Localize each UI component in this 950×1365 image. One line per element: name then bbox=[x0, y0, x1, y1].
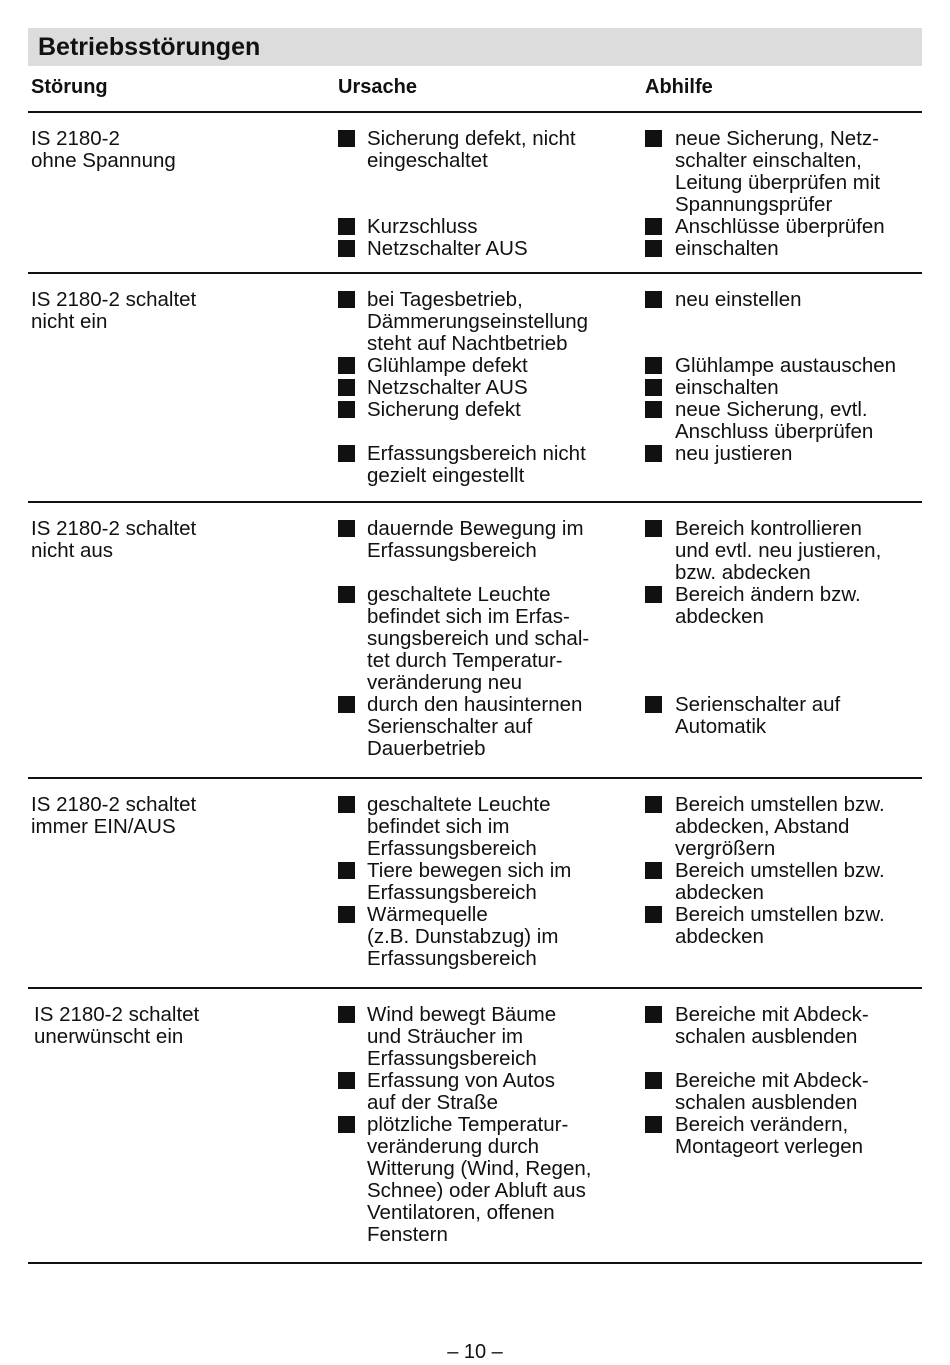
bullet-square-icon bbox=[338, 586, 355, 603]
abhilfe-text: vergrößern bbox=[675, 837, 776, 860]
section-title: Betriebsstörungen bbox=[38, 33, 261, 61]
ursache-text: auf der Straße bbox=[367, 1091, 499, 1114]
bullet-square-icon bbox=[645, 130, 662, 147]
abhilfe-text: einschalten bbox=[675, 237, 779, 260]
column-header-abhilfe: Abhilfe bbox=[645, 76, 713, 98]
row-divider bbox=[28, 1262, 922, 1264]
stoerung-text: IS 2180-2 schaltet bbox=[31, 793, 197, 816]
ursache-text: befindet sich im bbox=[367, 815, 510, 838]
ursache-text: eingeschaltet bbox=[367, 149, 488, 172]
bullet-square-icon bbox=[338, 862, 355, 879]
stoerung-text: ohne Spannung bbox=[31, 149, 176, 172]
stoerung-text: nicht ein bbox=[31, 310, 108, 333]
bullet-square-icon bbox=[338, 240, 355, 257]
ursache-text: Erfassung von Autos bbox=[367, 1069, 556, 1092]
abhilfe-text: Bereiche mit Abdeck- bbox=[675, 1069, 869, 1092]
abhilfe-text: Automatik bbox=[675, 715, 767, 738]
bullet-square-icon bbox=[645, 862, 662, 879]
ursache-text: plötzliche Temperatur- bbox=[367, 1113, 569, 1136]
abhilfe-text: Bereich verändern, bbox=[675, 1113, 849, 1136]
ursache-text: Kurzschluss bbox=[367, 215, 478, 238]
abhilfe-text: Spannungsprüfer bbox=[675, 193, 833, 216]
bullet-square-icon bbox=[338, 357, 355, 374]
ursache-text: Fenstern bbox=[367, 1223, 448, 1246]
bullet-square-icon bbox=[338, 218, 355, 235]
abhilfe-text: Glühlampe austauschen bbox=[675, 354, 897, 377]
bullet-square-icon bbox=[338, 1006, 355, 1023]
bullet-square-icon bbox=[645, 1072, 662, 1089]
bullet-square-icon bbox=[338, 520, 355, 537]
ursache-text: veränderung durch bbox=[367, 1135, 540, 1158]
abhilfe-text: Bereich ändern bzw. bbox=[675, 583, 861, 606]
ursache-text: Erfassungsbereich bbox=[367, 947, 537, 970]
abhilfe-text: Leitung überprüfen mit bbox=[675, 171, 881, 194]
row-divider bbox=[28, 987, 922, 989]
abhilfe-text: Bereich umstellen bzw. bbox=[675, 793, 885, 816]
ursache-text: Schnee) oder Abluft aus bbox=[367, 1179, 586, 1202]
ursache-text: Netzschalter AUS bbox=[367, 237, 528, 260]
bullet-square-icon bbox=[645, 401, 662, 418]
abhilfe-text: einschalten bbox=[675, 376, 779, 399]
bullet-square-icon bbox=[645, 696, 662, 713]
ursache-text: gezielt eingestellt bbox=[367, 464, 525, 487]
abhilfe-text: Montageort verlegen bbox=[675, 1135, 864, 1158]
abhilfe-text: neu einstellen bbox=[675, 288, 802, 311]
row-divider bbox=[28, 111, 922, 113]
ursache-text: Erfassungsbereich bbox=[367, 881, 537, 904]
ursache-text: Erfassungsbereich bbox=[367, 1047, 537, 1070]
stoerung-text: IS 2180-2 bbox=[31, 127, 120, 150]
bullet-square-icon bbox=[645, 520, 662, 537]
ursache-text: (z.B. Dunstabzug) im bbox=[367, 925, 559, 948]
ursache-text: Ventilatoren, offenen bbox=[367, 1201, 555, 1224]
abhilfe-text: Anschlüsse überprüfen bbox=[675, 215, 885, 238]
stoerung-text: IS 2180-2 schaltet bbox=[34, 1003, 200, 1026]
abhilfe-text: schalen ausblenden bbox=[675, 1091, 858, 1114]
ursache-text: steht auf Nachtbetrieb bbox=[367, 332, 568, 355]
abhilfe-text: Bereiche mit Abdeck- bbox=[675, 1003, 869, 1026]
ursache-text: befindet sich im Erfas- bbox=[367, 605, 570, 628]
row-divider bbox=[28, 777, 922, 779]
bullet-square-icon bbox=[338, 796, 355, 813]
stoerung-text: IS 2180-2 schaltet bbox=[31, 288, 197, 311]
abhilfe-text: abdecken bbox=[675, 605, 764, 628]
ursache-text: Sicherung defekt bbox=[367, 398, 521, 421]
stoerung-text: IS 2180-2 schaltet bbox=[31, 517, 197, 540]
abhilfe-text: Bereich umstellen bzw. bbox=[675, 903, 885, 926]
abhilfe-text: Serienschalter auf bbox=[675, 693, 841, 716]
stoerung-text: unerwünscht ein bbox=[34, 1025, 184, 1048]
abhilfe-text: und evtl. neu justieren, bbox=[675, 539, 882, 562]
abhilfe-text: neue Sicherung, evtl. bbox=[675, 398, 868, 421]
section-title-bar bbox=[28, 28, 922, 66]
bullet-square-icon bbox=[645, 906, 662, 923]
ursache-text: Witterung (Wind, Regen, bbox=[367, 1157, 592, 1180]
ursache-text: Serienschalter auf bbox=[367, 715, 533, 738]
ursache-text: dauernde Bewegung im bbox=[367, 517, 584, 540]
bullet-square-icon bbox=[338, 379, 355, 396]
abhilfe-text: schalen ausblenden bbox=[675, 1025, 858, 1048]
ursache-text: bei Tagesbetrieb, bbox=[367, 288, 523, 311]
stoerung-text: immer EIN/AUS bbox=[31, 815, 176, 838]
abhilfe-text: abdecken bbox=[675, 925, 764, 948]
bullet-square-icon bbox=[338, 906, 355, 923]
bullet-square-icon bbox=[338, 1072, 355, 1089]
bullet-square-icon bbox=[645, 586, 662, 603]
abhilfe-text: Bereich kontrollieren bbox=[675, 517, 862, 540]
ursache-text: tet durch Temperatur- bbox=[367, 649, 563, 672]
bullet-square-icon bbox=[338, 1116, 355, 1133]
ursache-text: Tiere bewegen sich im bbox=[367, 859, 572, 882]
bullet-square-icon bbox=[645, 357, 662, 374]
bullet-square-icon bbox=[338, 401, 355, 418]
bullet-square-icon bbox=[338, 445, 355, 462]
row-divider bbox=[28, 272, 922, 274]
page-number: – 10 – bbox=[447, 1341, 503, 1363]
ursache-text: Erfassungsbereich nicht bbox=[367, 442, 586, 465]
ursache-text: und Sträucher im bbox=[367, 1025, 524, 1048]
column-header-stoerung: Störung bbox=[31, 76, 108, 98]
ursache-text: Erfassungsbereich bbox=[367, 539, 537, 562]
ursache-text: geschaltete Leuchte bbox=[367, 583, 551, 606]
ursache-text: Sicherung defekt, nicht bbox=[367, 127, 576, 150]
row-divider bbox=[28, 501, 922, 503]
ursache-text: Erfassungsbereich bbox=[367, 837, 537, 860]
abhilfe-text: bzw. abdecken bbox=[675, 561, 811, 584]
ursache-text: geschaltete Leuchte bbox=[367, 793, 551, 816]
bullet-square-icon bbox=[645, 445, 662, 462]
bullet-square-icon bbox=[645, 796, 662, 813]
abhilfe-text: Anschluss überprüfen bbox=[675, 420, 874, 443]
abhilfe-text: Bereich umstellen bzw. bbox=[675, 859, 885, 882]
ursache-text: Wind bewegt Bäume bbox=[367, 1003, 557, 1026]
ursache-text: Netzschalter AUS bbox=[367, 376, 528, 399]
abhilfe-text: schalter einschalten, bbox=[675, 149, 862, 172]
bullet-square-icon bbox=[645, 240, 662, 257]
ursache-text: veränderung neu bbox=[367, 671, 523, 694]
ursache-text: Dämmerungseinstellung bbox=[367, 310, 589, 333]
bullet-square-icon bbox=[645, 291, 662, 308]
bullet-square-icon bbox=[645, 379, 662, 396]
ursache-text: durch den hausinternen bbox=[367, 693, 583, 716]
ursache-text: Dauerbetrieb bbox=[367, 737, 486, 760]
ursache-text: Wärmequelle bbox=[367, 903, 488, 926]
column-header-ursache: Ursache bbox=[338, 76, 417, 98]
ursache-text: sungsbereich und schal- bbox=[367, 627, 590, 650]
bullet-square-icon bbox=[338, 130, 355, 147]
bullet-square-icon bbox=[645, 1116, 662, 1133]
bullet-square-icon bbox=[645, 1006, 662, 1023]
bullet-square-icon bbox=[338, 291, 355, 308]
bullet-square-icon bbox=[645, 218, 662, 235]
stoerung-text: nicht aus bbox=[31, 539, 114, 562]
abhilfe-text: neue Sicherung, Netz- bbox=[675, 127, 879, 150]
abhilfe-text: neu justieren bbox=[675, 442, 793, 465]
abhilfe-text: abdecken bbox=[675, 881, 764, 904]
abhilfe-text: abdecken, Abstand bbox=[675, 815, 850, 838]
ursache-text: Glühlampe defekt bbox=[367, 354, 528, 377]
bullet-square-icon bbox=[338, 696, 355, 713]
